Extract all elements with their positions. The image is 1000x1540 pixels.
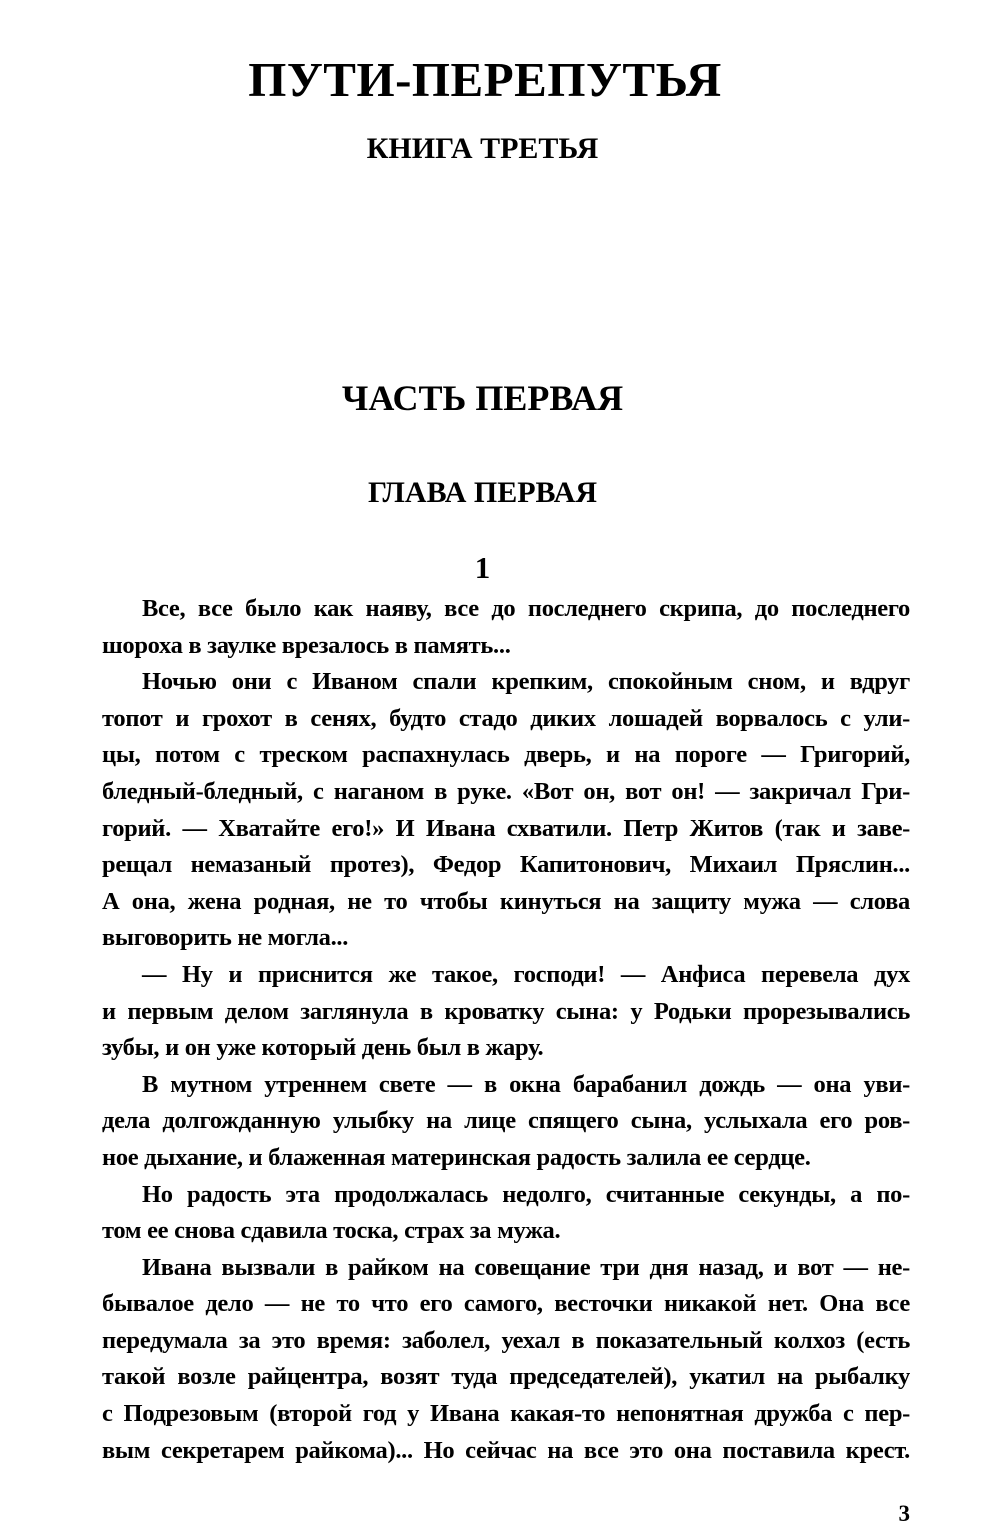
paragraph (62, 591, 910, 664)
text-line: выговорить не могла... (102, 924, 349, 952)
text-line: шороха в заулке врезалось в память... (102, 631, 511, 659)
book-title: ПУТИ-ПЕРЕПУТЬЯ (248, 52, 722, 107)
text-line: рещал немазаный протез), Федор Капитонович, Михаил Пряслин... (102, 851, 910, 879)
paragraph (62, 957, 910, 1067)
text-line: бледный-бледный, с наганом в руке. «Вот он, вот он! — закричал Гри- (102, 777, 910, 805)
text-line: — Ну и приснится же такое, господи! — Анфиса перевела дух (142, 960, 910, 988)
book-subtitle: КНИГА ТРЕТЬЯ (366, 132, 599, 165)
text-line: такой возле райцентра, возят туда председателей), укатил на рыбалку (102, 1363, 910, 1391)
part-title: ЧАСТЬ ПЕРВАЯ (341, 378, 624, 418)
text-line: ное дыхание, и блаженная материнская радость залила ее сердце. (102, 1143, 811, 1171)
text-line: зубы, и он уже который день был в жару. (102, 1034, 544, 1062)
text-line: бывалое дело — не то что его самого, весточки никакой нет. Она все (102, 1290, 910, 1318)
chapter-title: ГЛАВА ПЕРВАЯ (368, 476, 597, 509)
text-line: с Подрезовым (второй год у Ивана какая-то непонятная дружба с пер- (102, 1400, 910, 1428)
text-line: Но радость эта продолжалась недолго, считанные секунды, а по- (142, 1180, 910, 1208)
text-line: передумала за это время: заболел, уехал в показательный колхоз (есть (102, 1326, 910, 1354)
text-line: Ночью они с Иваном спали крепким, спокойным сном, и вдруг (142, 668, 910, 696)
paragraph (62, 1250, 910, 1470)
text-line: В мутном утреннем свете — в окна барабанил дождь — она уви- (142, 1070, 910, 1098)
text-line: А она, жена родная, не то чтобы кинуться на защиту мужа — слова (102, 887, 910, 915)
text-line: Ивана вызвали в райком на совещание три дня назад, и вот — не- (142, 1253, 910, 1281)
text-line: вым секретарем райкома)... Но сейчас на все это она поставила крест. (102, 1436, 910, 1464)
section-number: 1 (474, 550, 491, 585)
body-text (62, 591, 910, 1469)
paragraph (62, 1177, 910, 1250)
text-line: Все, все было как наяву, все до последнего скрипа, до последнего (142, 595, 910, 622)
text-line: том ее снова сдавила тоска, страх за мужа. (102, 1217, 561, 1245)
page-number: 3 (898, 1501, 910, 1526)
text-line: горий. — Хватайте его!» И Ивана схватили. Петр Житов (так и заве- (102, 814, 910, 842)
text-line: дела долгожданную улыбку на лице спящего сына, услыхала его ров- (102, 1107, 910, 1135)
paragraph (62, 1067, 910, 1177)
paragraph (62, 664, 910, 957)
text-line: топот и грохот в сенях, будто стадо диких лошадей ворвалось с ули- (102, 704, 910, 732)
text-line: и первым делом заглянула в кроватку сына: у Родьки прорезывались (102, 997, 910, 1025)
text-line: цы, потом с треском распахнулась дверь, и на пороге — Григорий, (102, 741, 910, 769)
